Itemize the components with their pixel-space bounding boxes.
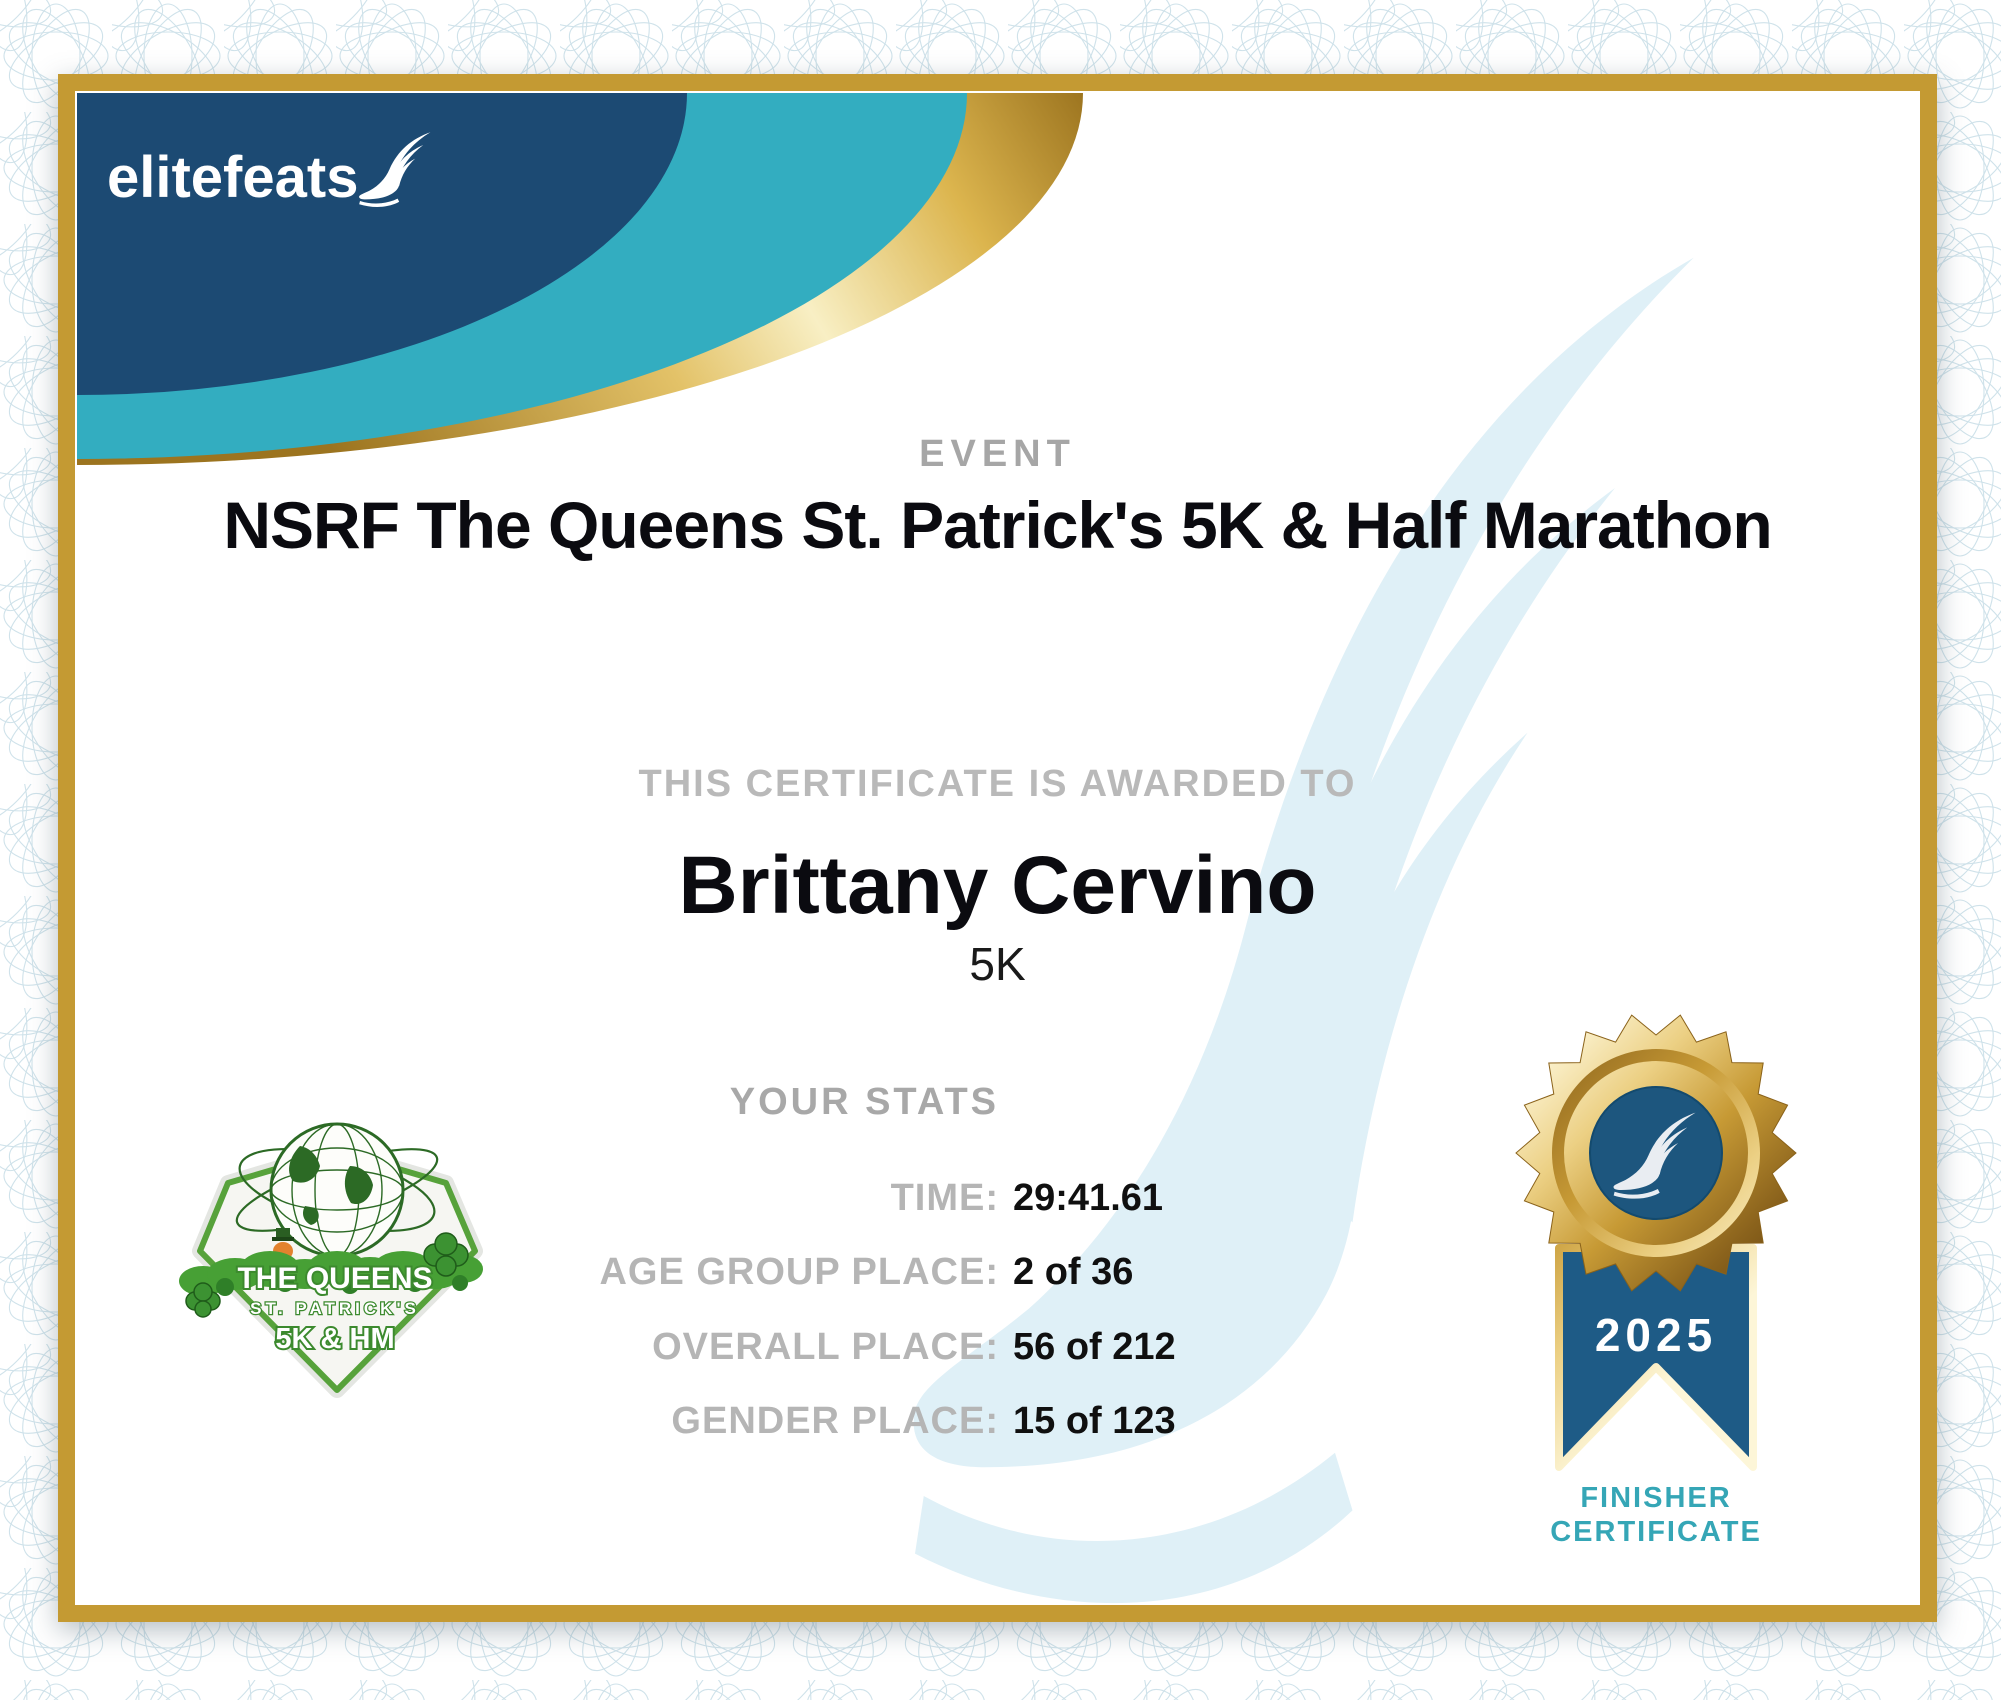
race-logo-line3: 5K & HM: [275, 1323, 395, 1355]
medal-caption: [1456, 1481, 1856, 1549]
stat-value: 15 of 123: [1013, 1400, 1176, 1442]
race-division: 5K: [969, 938, 1026, 990]
medal-caption-line2: CERTIFICATE: [1550, 1516, 1762, 1548]
brand-logo-text: elitefeats: [107, 144, 359, 210]
race-event-logo: [165, 1111, 495, 1406]
brand-logo: [107, 133, 436, 221]
event-label: EVENT: [919, 433, 1076, 475]
certificate-frame: [58, 74, 1937, 1622]
stat-label: OVERALL PLACE:: [652, 1326, 999, 1368]
winged-foot-icon: [356, 125, 436, 213]
stat-label: AGE GROUP PLACE:: [599, 1251, 999, 1293]
stats-heading: YOUR STATS: [729, 1081, 999, 1123]
award-intro: THIS CERTIFICATE IS AWARDED TO: [638, 763, 1357, 805]
event-title: NSRF The Queens St. Patrick's 5K & Half Marathon: [223, 488, 1772, 562]
race-logo-line1: THE QUEENS: [237, 1262, 433, 1295]
stat-label: GENDER PLACE:: [671, 1400, 999, 1442]
certificate-content: [75, 91, 1920, 1605]
race-logo-line2: ST. PATRICK'S: [250, 1299, 420, 1318]
medal-caption-line1: FINISHER: [1580, 1482, 1732, 1514]
recipient-name: Brittany Cervino: [678, 840, 1317, 931]
finisher-medal: [1496, 993, 1816, 1553]
stat-value: 29:41.61: [1013, 1177, 1164, 1219]
stat-value: 56 of 212: [1013, 1326, 1176, 1368]
stat-label: TIME:: [890, 1177, 999, 1219]
stat-value: 2 of 36: [1013, 1251, 1134, 1293]
medal-ribbon: [1559, 1248, 1753, 1467]
medal-year: 2025: [1594, 1309, 1718, 1361]
